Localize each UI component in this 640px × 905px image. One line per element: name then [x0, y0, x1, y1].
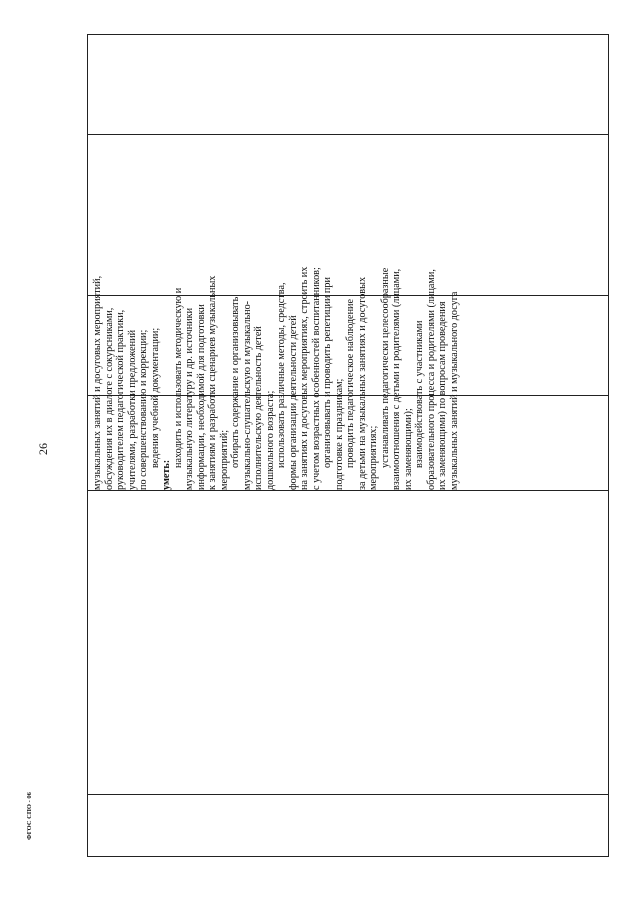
- text-line: мероприятиях;: [368, 425, 379, 490]
- text-line: формы организации деятельности детей: [287, 315, 299, 490]
- text-line: учителями, разработки предложений: [126, 329, 138, 490]
- text-line: на занятиях и досуговых мероприятиях, строить их: [299, 266, 310, 490]
- text-line: ведения учебной документации;: [149, 327, 161, 468]
- text-line: использовать различные методы, средства,: [276, 282, 287, 468]
- text-line: музыкальных занятий и музыкального досуга: [448, 291, 460, 490]
- text-line: музыкальных занятий и досуговых мероприятий,: [92, 275, 103, 490]
- text-line: информации, необходимой для подготовки: [195, 304, 207, 490]
- text-line: исполнительскую деятельность детей: [253, 326, 264, 490]
- text-line: музыкальную литературу и др. источники: [184, 307, 195, 490]
- table-divider: [88, 134, 608, 135]
- text-line: устанавливать педагогически целесообразные: [379, 267, 391, 468]
- text-line: взаимодействовать с участниками: [414, 320, 425, 468]
- text-line: музыкально-слушательскую и музыкально-: [241, 300, 253, 490]
- text-line: за детьми на музыкальных занятиях и досуговых: [356, 276, 368, 490]
- text-line: мероприятий;: [218, 429, 230, 490]
- text-line: их заменяющими);: [402, 408, 414, 490]
- text-line: по совершенствованию и коррекции;: [138, 329, 149, 490]
- standards-table: [87, 34, 609, 857]
- text-line: к занятиям и разработки сценариев музыкальных: [207, 275, 218, 490]
- text-line: дошкольного возраста;: [264, 390, 276, 490]
- table-divider: [88, 794, 608, 795]
- text-line: взаимоотношения с детьми и родителями (лицами,: [391, 268, 402, 490]
- competency-cell-text: [92, 141, 575, 490]
- text-line: руководителем педагогической практики,: [115, 309, 126, 490]
- text-line: проводить педагогическое наблюдение: [345, 298, 356, 468]
- text-line: организовывать и проводить репетиции при: [322, 277, 333, 468]
- text-line: их заменяющими) по вопросам проведения: [437, 301, 448, 490]
- text-line: подготовке к праздникам;: [333, 378, 345, 490]
- text-line: образовательного процесса и родителями (лицами,: [425, 269, 437, 490]
- skills-heading: уметь:: [161, 459, 172, 490]
- text-line: обсуждения их в диалоге с сокурсниками,: [103, 307, 115, 490]
- text-line: находить и использовать методическую и: [172, 287, 184, 468]
- page-number: 26: [36, 443, 50, 455]
- text-line: с учетом возрастных особенностей воспитанников;: [310, 267, 322, 490]
- text-line: отбирать содержание и организовывать: [230, 296, 241, 468]
- table-divider: [88, 490, 608, 491]
- footer-code: ФГОС СПО - 06: [26, 792, 33, 840]
